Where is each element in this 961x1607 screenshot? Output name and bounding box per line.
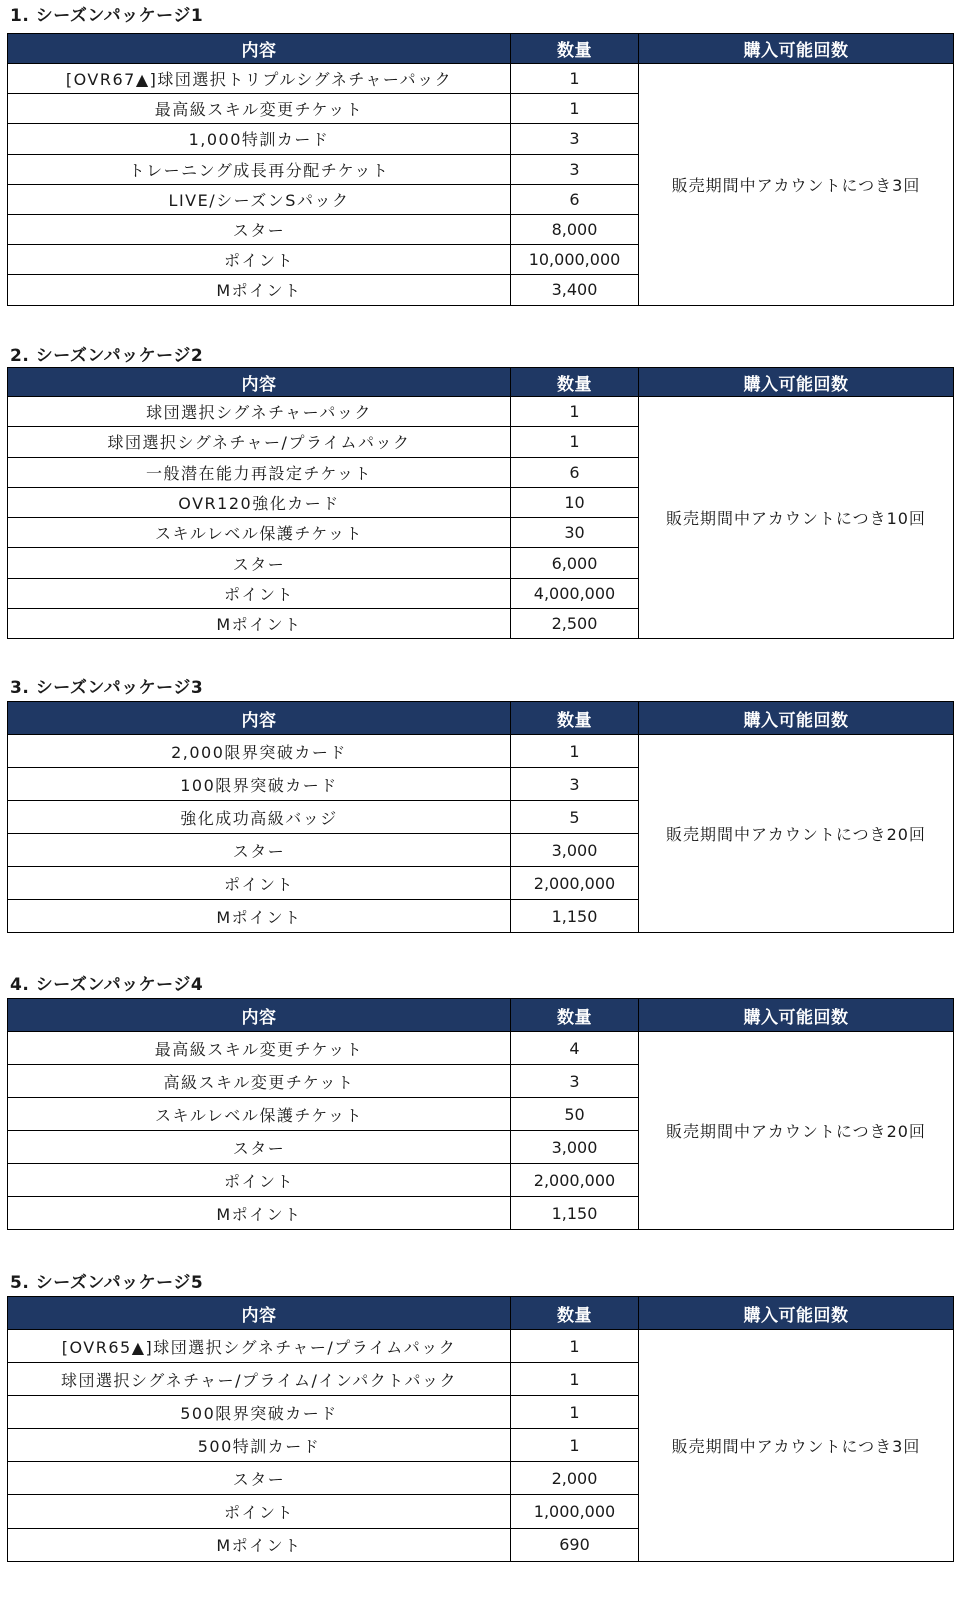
item-quantity: 3 (511, 768, 639, 801)
item-name: 2,000限界突破カード (8, 735, 511, 768)
table-row (8, 64, 954, 94)
item-quantity: 2,000 (511, 1462, 639, 1495)
package-title: 1. シーズンパッケージ1 (10, 6, 204, 26)
item-quantity: 1 (511, 427, 639, 457)
item-name: 最高級スキル変更チケット (8, 1032, 511, 1065)
package-table (7, 701, 954, 933)
item-name: ポイント (8, 1495, 511, 1528)
item-quantity: 4 (511, 1032, 639, 1065)
package-title: 5. シーズンパッケージ5 (10, 1273, 204, 1293)
item-name: [OVR65▲]球団選択シグネチャー/プライムパック (8, 1330, 511, 1363)
item-name: ポイント (8, 867, 511, 900)
item-name: ポイント (8, 1164, 511, 1197)
package-table (7, 1296, 954, 1562)
item-name: Mポイント (8, 900, 511, 933)
purchase-limit: 販売期間中アカウントにつき3回 (639, 64, 954, 306)
item-quantity: 8,000 (511, 214, 639, 244)
item-quantity: 3 (511, 124, 639, 154)
item-quantity: 6 (511, 184, 639, 214)
item-quantity: 1 (511, 735, 639, 768)
header-quantity: 数量 (511, 34, 639, 64)
item-name: 一般潜在能力再設定チケット (8, 457, 511, 487)
item-name: スキルレベル保護チケット (8, 1098, 511, 1131)
item-name: スター (8, 1462, 511, 1495)
table-row (8, 735, 954, 768)
item-quantity: 1,150 (511, 1197, 639, 1230)
table-header-row (8, 368, 954, 397)
header-content: 内容 (8, 368, 511, 397)
package-table (7, 998, 954, 1230)
item-name: 1,000特訓カード (8, 124, 511, 154)
item-quantity: 1 (511, 64, 639, 94)
header-content: 内容 (8, 34, 511, 64)
item-quantity: 3,400 (511, 275, 639, 305)
item-quantity: 3,000 (511, 1131, 639, 1164)
item-name: Mポイント (8, 275, 511, 305)
item-quantity: 3 (511, 1065, 639, 1098)
item-quantity: 1 (511, 1363, 639, 1396)
item-quantity: 6,000 (511, 548, 639, 578)
item-name: 500限界突破カード (8, 1396, 511, 1429)
table-row (8, 1330, 954, 1363)
item-name: スキルレベル保護チケット (8, 518, 511, 548)
table-header-row (8, 1297, 954, 1330)
package-title: 3. シーズンパッケージ3 (10, 678, 204, 698)
header-quantity: 数量 (511, 702, 639, 735)
package-table (7, 367, 954, 639)
item-name: スター (8, 834, 511, 867)
item-name: Mポイント (8, 1197, 511, 1230)
item-quantity: 2,500 (511, 609, 639, 639)
package-title: 2. シーズンパッケージ2 (10, 346, 204, 366)
item-quantity: 1 (511, 1330, 639, 1363)
item-name: 最高級スキル変更チケット (8, 94, 511, 124)
item-name: トレーニング成長再分配チケット (8, 154, 511, 184)
item-name: Mポイント (8, 1528, 511, 1561)
header-limit: 購入可能回数 (639, 1297, 954, 1330)
item-quantity: 1,000,000 (511, 1495, 639, 1528)
item-quantity: 1 (511, 1429, 639, 1462)
table-row (8, 397, 954, 427)
purchase-limit: 販売期間中アカウントにつき10回 (639, 397, 954, 639)
item-quantity: 1 (511, 1396, 639, 1429)
item-quantity: 30 (511, 518, 639, 548)
item-quantity: 5 (511, 801, 639, 834)
item-quantity: 10 (511, 487, 639, 517)
item-name: Mポイント (8, 609, 511, 639)
item-name: スター (8, 548, 511, 578)
item-quantity: 6 (511, 457, 639, 487)
item-name: 500特訓カード (8, 1429, 511, 1462)
header-limit: 購入可能回数 (639, 999, 954, 1032)
item-quantity: 4,000,000 (511, 578, 639, 608)
header-content: 内容 (8, 1297, 511, 1330)
item-name: 強化成功高級バッジ (8, 801, 511, 834)
item-name: ポイント (8, 245, 511, 275)
item-quantity: 2,000,000 (511, 1164, 639, 1197)
header-content: 内容 (8, 999, 511, 1032)
header-quantity: 数量 (511, 368, 639, 397)
header-quantity: 数量 (511, 1297, 639, 1330)
purchase-limit: 販売期間中アカウントにつき20回 (639, 735, 954, 933)
item-quantity: 3,000 (511, 834, 639, 867)
purchase-limit: 販売期間中アカウントにつき20回 (639, 1032, 954, 1230)
item-quantity: 10,000,000 (511, 245, 639, 275)
table-row (8, 1032, 954, 1065)
item-quantity: 1,150 (511, 900, 639, 933)
header-quantity: 数量 (511, 999, 639, 1032)
item-name: 球団選択シグネチャー/プライムパック (8, 427, 511, 457)
header-limit: 購入可能回数 (639, 368, 954, 397)
package-table (7, 33, 954, 306)
item-quantity: 2,000,000 (511, 867, 639, 900)
header-content: 内容 (8, 702, 511, 735)
item-name: 球団選択シグネチャーパック (8, 397, 511, 427)
item-name: スター (8, 214, 511, 244)
table-header-row (8, 702, 954, 735)
item-name: LIVE/シーズンSパック (8, 184, 511, 214)
item-name: ポイント (8, 578, 511, 608)
item-quantity: 1 (511, 94, 639, 124)
purchase-limit: 販売期間中アカウントにつき3回 (639, 1330, 954, 1562)
item-name: スター (8, 1131, 511, 1164)
item-name: 100限界突破カード (8, 768, 511, 801)
item-quantity: 3 (511, 154, 639, 184)
table-header-row (8, 999, 954, 1032)
item-name: 球団選択シグネチャー/プライム/インパクトパック (8, 1363, 511, 1396)
table-header-row (8, 34, 954, 64)
package-title: 4. シーズンパッケージ4 (10, 975, 204, 995)
header-limit: 購入可能回数 (639, 34, 954, 64)
item-quantity: 50 (511, 1098, 639, 1131)
item-quantity: 690 (511, 1528, 639, 1561)
item-quantity: 1 (511, 397, 639, 427)
item-name: 高級スキル変更チケット (8, 1065, 511, 1098)
header-limit: 購入可能回数 (639, 702, 954, 735)
item-name: OVR120強化カード (8, 487, 511, 517)
item-name: [OVR67▲]球団選択トリプルシグネチャーパック (8, 64, 511, 94)
